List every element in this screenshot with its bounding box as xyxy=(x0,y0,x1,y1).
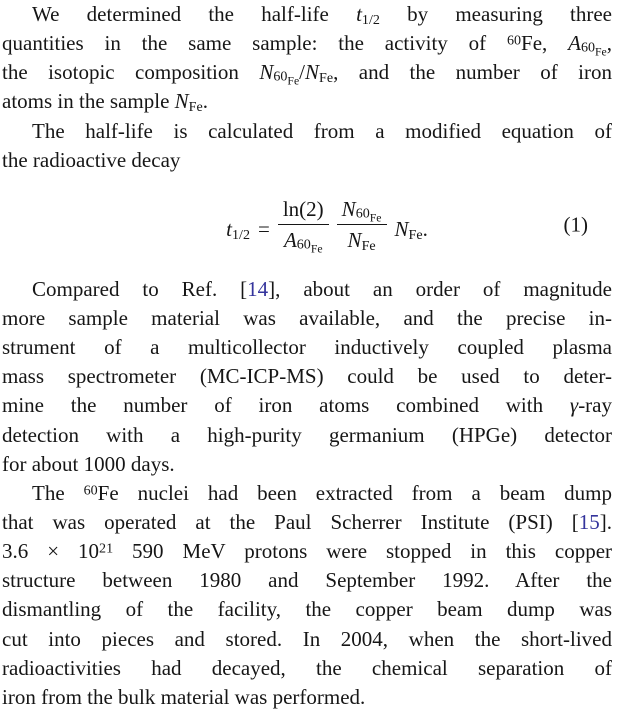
equation-tail xyxy=(395,215,428,244)
reference-link[interactable]: 15 xyxy=(578,509,600,534)
text-segment: N xyxy=(305,60,320,85)
text-segment: radioactivities had decayed, the chemical separation of xyxy=(2,655,612,680)
text-segment: 21 xyxy=(99,540,114,557)
text-line xyxy=(2,304,612,333)
paragraph-measurement xyxy=(2,0,612,117)
text-line xyxy=(2,58,612,87)
text-segment: 1/2 xyxy=(232,227,250,244)
text-segment: / xyxy=(299,60,305,85)
text-segment: t xyxy=(226,217,233,242)
text-segment: more sample material was available, and the precise in- xyxy=(2,305,612,330)
text-segment: γ xyxy=(569,393,579,418)
text-segment: quantities in the same sample: the activity of xyxy=(2,31,507,56)
text-line xyxy=(2,421,612,450)
text-line xyxy=(2,333,612,362)
text-segment: ], about an order of magnitude xyxy=(268,276,612,301)
text-segment: Fe xyxy=(408,227,423,244)
text-segment: 60 xyxy=(580,39,595,56)
paragraph-beam-dump-history xyxy=(2,479,612,712)
text-line xyxy=(2,595,612,624)
text-segment: Fe xyxy=(310,242,323,256)
equation-body xyxy=(226,196,428,256)
text-segment: Fe xyxy=(188,99,203,116)
text-segment: . xyxy=(422,217,428,242)
text-segment: Fe xyxy=(369,211,382,225)
text-segment: We determined the half-life xyxy=(32,2,357,26)
text-line xyxy=(2,537,612,566)
text-segment: 60 xyxy=(273,68,288,85)
text-segment: -ray xyxy=(578,393,612,418)
text-line xyxy=(2,362,612,391)
text-segment: mass spectrometer (MC-ICP-MS) could be used to deter- xyxy=(2,364,612,389)
fraction-denominator xyxy=(343,225,381,253)
equation-number: (1) xyxy=(563,212,588,237)
equation-lhs xyxy=(226,215,250,244)
text-line xyxy=(2,450,612,479)
text-segment: t xyxy=(356,2,362,26)
display-equation xyxy=(2,175,612,275)
text-line xyxy=(2,479,612,508)
text-segment: Compared to Ref. [ xyxy=(32,276,248,301)
text-segment: cut into pieces and stored. In 2004, when the short-lived xyxy=(2,626,612,651)
text-line xyxy=(2,654,612,683)
text-segment: N xyxy=(394,217,409,242)
fraction-numerator xyxy=(278,196,329,225)
text-line xyxy=(2,117,612,146)
text-segment: 60 xyxy=(506,32,522,49)
paragraph-halflife-intro xyxy=(2,117,612,175)
equals-sign xyxy=(258,215,270,244)
text-segment: 60 xyxy=(355,206,370,223)
text-segment: Fe, xyxy=(521,31,569,56)
text-segment: Fe nuclei had been extracted from a beam dump xyxy=(97,480,612,505)
text-segment: dismantling of the facility, the copper beam dump was xyxy=(2,597,612,622)
text-line xyxy=(2,625,612,654)
fraction-denominator xyxy=(279,225,328,256)
text-segment: for about 1000 days. xyxy=(2,451,175,476)
text-segment: Fe xyxy=(287,74,300,88)
text-segment: . xyxy=(202,89,208,114)
text-segment: N xyxy=(259,60,274,85)
text-segment: atoms in the sample xyxy=(2,89,175,114)
text-segment: the radioactive decay xyxy=(2,147,181,172)
text-segment: A xyxy=(568,31,581,56)
text-segment: A xyxy=(283,228,297,253)
text-segment: mine the number of iron atoms combined with xyxy=(2,393,570,418)
text-segment: Fe xyxy=(319,70,334,87)
text-segment: 60 xyxy=(296,237,311,254)
text-segment: N xyxy=(174,89,189,114)
text-line xyxy=(2,146,612,175)
text-segment: N xyxy=(347,228,362,253)
text-segment: The half-life is calculated from a modified equation of xyxy=(32,118,612,143)
text-segment: = xyxy=(258,217,270,242)
paragraph-method-comparison xyxy=(2,275,612,479)
fraction-numerator xyxy=(337,196,387,225)
text-segment: strument of a multicollector inductively coupled plasma xyxy=(2,335,612,360)
text-line xyxy=(2,0,612,29)
text-line xyxy=(2,29,612,58)
text-segment: the isotopic composition xyxy=(2,60,260,85)
text-segment: The xyxy=(32,480,84,505)
text-segment: structure between 1980 and September 1992. After the xyxy=(2,568,612,593)
text-segment: 3.6 × 10 xyxy=(2,539,100,564)
text-segment: N xyxy=(341,197,356,222)
text-segment: , and the number of iron xyxy=(333,60,612,85)
text-segment: Fe xyxy=(361,238,376,255)
text-segment: 60 xyxy=(83,482,98,499)
fraction-activity xyxy=(278,196,329,256)
text-segment: , xyxy=(606,31,612,56)
text-line xyxy=(2,508,612,537)
text-segment: by measuring three xyxy=(379,2,613,26)
text-line xyxy=(2,391,612,420)
text-line xyxy=(2,275,612,304)
reference-link[interactable]: 14 xyxy=(247,276,269,301)
text-line xyxy=(2,87,612,116)
text-line xyxy=(2,566,612,595)
text-segment: 590 MeV protons were stopped in this copper xyxy=(113,539,613,564)
text-segment: 1/2 xyxy=(361,12,380,29)
fraction-isotope-ratio xyxy=(337,196,387,253)
text-segment: ln(2) xyxy=(282,197,324,222)
text-segment: ]. xyxy=(599,509,612,534)
text-segment: iron from the bulk material was performed. xyxy=(2,684,366,709)
text-line xyxy=(2,683,612,712)
text-segment: that was operated at the Paul Scherrer Institute (PSI) [ xyxy=(2,509,579,534)
text-segment: Fe xyxy=(595,45,607,59)
text-segment: detection with a high-purity germanium (HPGe) detector xyxy=(2,422,612,447)
